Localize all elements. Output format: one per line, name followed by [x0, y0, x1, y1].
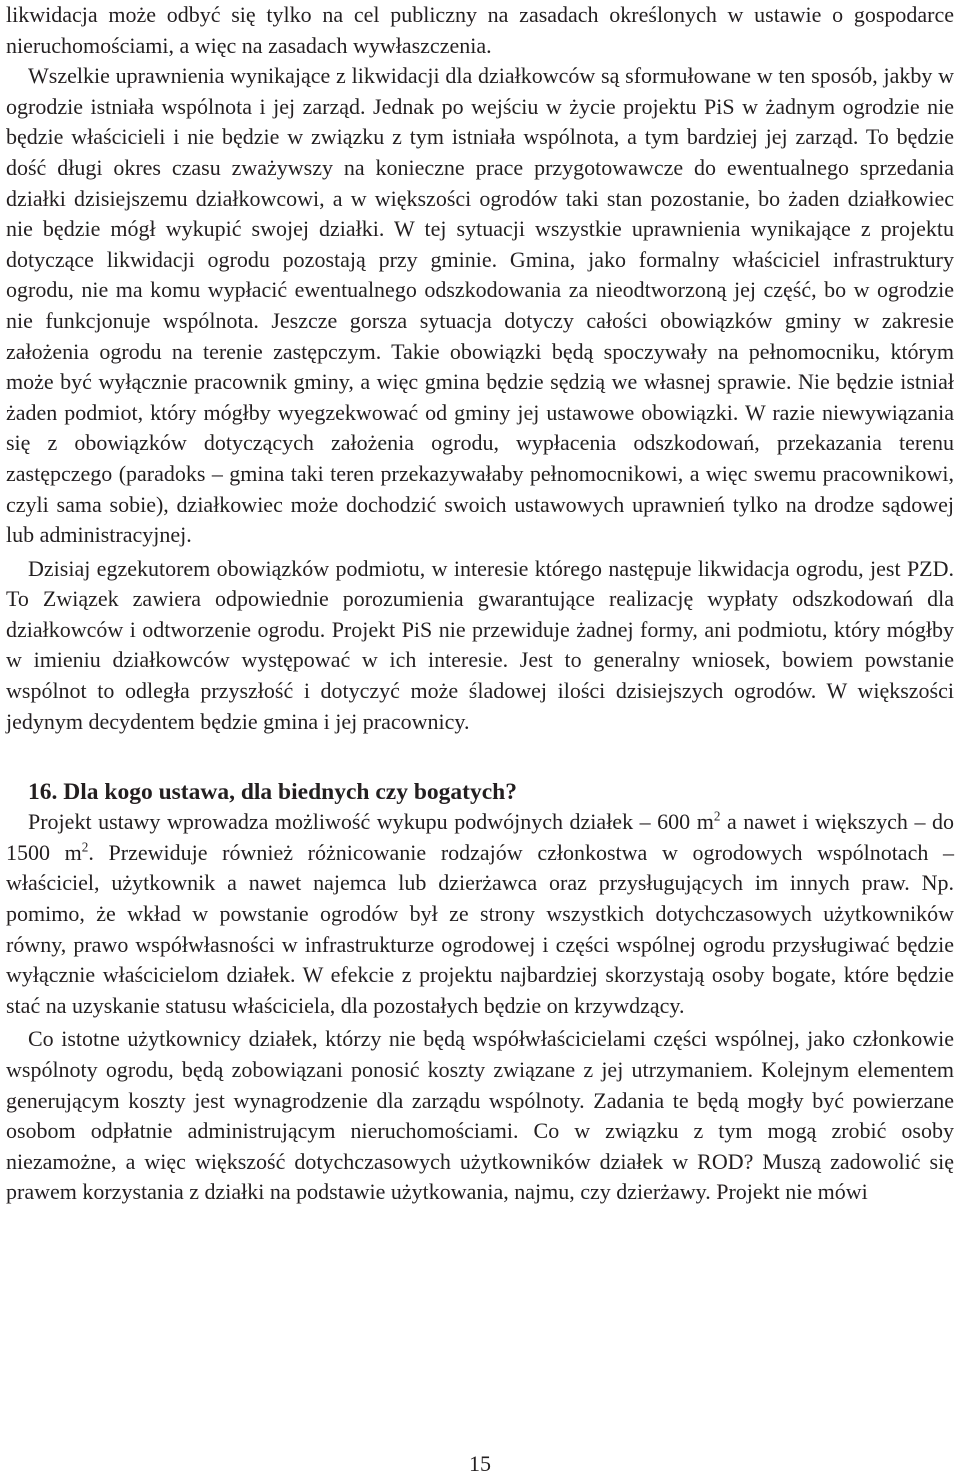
page-number: 15	[469, 1451, 491, 1476]
superscript-2b: 2	[81, 839, 89, 855]
paragraph-1: likwidacja może odbyć się tylko na cel publiczny na zasadach określonych w ustawie o gospodarce nieruchomościami, a więc na zasadach wywłaszczenia.	[6, 2, 954, 58]
paragraph-3: Dzisiaj egzekutorem obowiązków podmiotu, w interesie którego następuje likwidacja ogrodu, jest PZD. To Związek zawiera odpowiednie porozumienia gwarantujące realizację wypłaty odszkodowań dla działkowców i odtworzenie ogrodu. Projekt PiS nie przewiduje żadnej formy, ani podmiotu, który mógłby w imieniu działkowców występować w ich interesie. Jest to generalny wniosek, bowiem powstanie wspólnot to odległa przyszłość i dotyczyć może śladowej ilości dzisiejszych ogrodów. W większości jedynym decydentem będzie gmina i jej pracownicy.	[6, 555, 954, 734]
paragraph-5: Co istotne użytkownicy działek, którzy nie będą współwłaścicielami części wspólnej, jako członkowie wspólnoty ogrodu, będą zobowiązani ponosić koszty związane z jej utrzymaniem. Kolejnym elementem generującym koszty jest wynagrodzenie dla zarządu wspólnoty. Zadania te będą mogły być powierzane osobom odpłatnie administrującym nieruchomościami. Co w związku z tym mogą zrobić osoby niezamożne, a więc większość dotychczasowych użytkowników działek w ROD? Muszą zadowolić się prawem korzystania z działki na podstawie użytkowania, najmu, czy dzierżawy. Projekt nie mówi	[6, 1026, 954, 1205]
superscript-2a: 2	[713, 808, 721, 824]
paragraph-4	[6, 807, 954, 1021]
paragraph-4-part-b: a nawet i większych – do 1500 m	[6, 809, 955, 865]
paragraph-2: Wszelkie uprawnienia wynikające z likwidacji dla działkowców są sformułowane w ten sposób, jakby w ogrodzie istniała wspólnota i jej zarząd. Jednak po wejściu w życie projektu PiS w żadnym ogrodzie nie będzie właścicieli i nie będzie w związku z tym istniała wspólnota, a tym bardziej jej zarząd. To będzie dość długi okres czasu zważywszy na konieczne prace przygotowawcze do ewentualnego sprzedania działki dzisiejszemu działkowcowi, a w większości ogrodów taki stan pozostanie, bo żaden działkowiec nie będzie mógł wykupić swojej działki. W tej sytuacji wszystkie uprawnienia wynikające z projektu dotyczące likwidacji ogrodu pozostają przy gminie. Gmina, jako formalny właściciel infrastruktury ogrodu, nie ma komu wypłacić ewentualnego odszkodowania za nieodtworzoną jej część, bo w ogrodzie nie funkcjonuje wspólnota. Jeszcze gorsza sytuacja dotyczy całości obowiązków gminy w zakresie założenia ogrodu na terenie zastępczym. Takie obowiązki będą spoczywały na pełnomocniku, którym może być wyłącznie pracownik gminy, a więc gmina będzie sędzią we własnej sprawie. Nie będzie istniał żaden podmiot, który mógłby wyegzekwować od gminy jej ustawowe obowiązki. W razie niewywiązania się z obowiązków dotyczących założenia ogrodu, wypłacenia odszkodowań, przekazania terenu zastępczego (paradoks – gmina taki teren przekazywałaby pełnomocnikowi, a więc swemu pracownikowi, czyli sama sobie), działkowiec może dochodzić swoich ustawowych uprawnień tylko na drodze sądowej lub administracyjnej.	[6, 63, 954, 548]
paragraph-4-part-a: Projekt ustawy wprowadza możliwość wykupu podwójnych działek – 600 m	[28, 809, 714, 835]
paragraph-4-part-c: . Przewiduje również różnicowanie rodzajów członkostwa w ogrodowych wspólnotach – właściciel, użytkownik a nawet najemca lub dzierżawca oraz przysługujących im innych praw. Np. pomimo, że wkład w powstanie ogrodów był ze strony wszystkich dotychczasowych użytkowników równy, prawo współwłasności w infrastrukturze ogrodowej i części wspólnej ogrodu przysługiwać będzie wyłącznie właścicielom działek. W efekcie z projektu najbardziej skorzystają osoby bogate, które będzie stać na uzyskanie statusu właściciela, dla pozostałych będzie on krzywdzący.	[6, 839, 954, 1018]
document-page	[6, 0, 954, 1208]
section-heading: 16. Dla kogo ustawa, dla biednych czy bogatych?	[28, 779, 517, 806]
